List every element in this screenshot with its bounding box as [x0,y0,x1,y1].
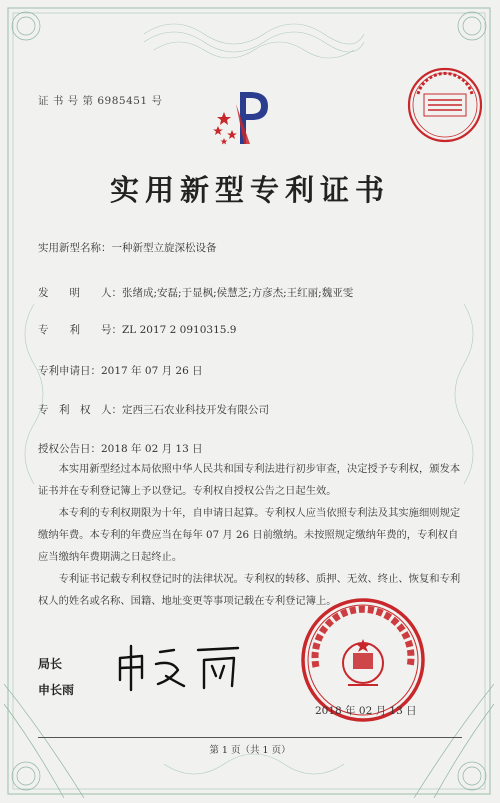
utility-model-name-value: 一种新型立旋深松设备 [111,242,217,254]
filing-date-value: 2017 年 07 月 26 日 [101,365,203,377]
grant-date-value: 2018 年 02 月 13 日 [101,443,203,455]
patentee-label: 专 利 权 人： [38,404,122,416]
patent-number-value: ZL 2017 2 0910315.9 [122,324,237,336]
inventor-label: 发 明 人： [38,287,122,299]
registration-stamp-icon [404,64,486,146]
inventor-row [38,285,353,300]
patentee-value: 定西三石农业科技开发有限公司 [122,404,269,416]
director-signature-icon [112,640,262,695]
patent-number-row [38,322,236,337]
director-name-label: 申长雨 [38,683,75,697]
footer-divider [38,737,462,738]
page-footer: 第 1 页（共 1 页） [209,745,291,756]
filing-date-label: 专利申请日： [38,365,101,377]
certificate-title: 实用新型专利证书 [109,173,390,207]
certificate-body [38,458,468,612]
inventor-value: 张绪成;安磊;于显枫;侯慧芝;方彦杰;王红丽;魏亚雯 [122,287,354,299]
body-paragraph-3: 专利证书记载专利权登记时的法律状况。专利权的转移、质押、无效、终止、恢复和专利权人的姓名或名称、国籍、地址变更等事项记载在专利登记簿上。 [38,573,461,607]
grant-date-row [38,441,203,456]
patentee-row [38,402,269,417]
utility-model-name-row [38,240,217,255]
body-paragraph-1: 本实用新型经过本局依照中华人民共和国专利法进行初步审查，决定授予专利权，颁发本证书并在专利登记簿上予以登记。专利权自授权公告之日起生效。 [38,463,461,497]
patent-office-logo-icon [210,86,276,148]
director-title-label: 局长 [38,657,63,671]
body-paragraph-2: 本专利的专利权期限为十年，自申请日起算。专利权人应当依照专利法及其实施细则规定缴纳年费。本专利的年费应当在每年 07 月 26 日前缴纳。未按照规定缴纳年费的，专利权自应当缴纳年费期满之日起终止。 [38,507,461,563]
seal-date: 2018 年 02 月 13 日 [315,705,417,717]
certificate-number: 证 书 号 第 6985451 号 [38,95,163,107]
patent-number-label: 专 利 号： [38,324,122,336]
utility-model-name-label: 实用新型名称： [38,242,112,254]
filing-date-row [38,363,203,378]
grant-date-label: 授权公告日： [38,443,101,455]
